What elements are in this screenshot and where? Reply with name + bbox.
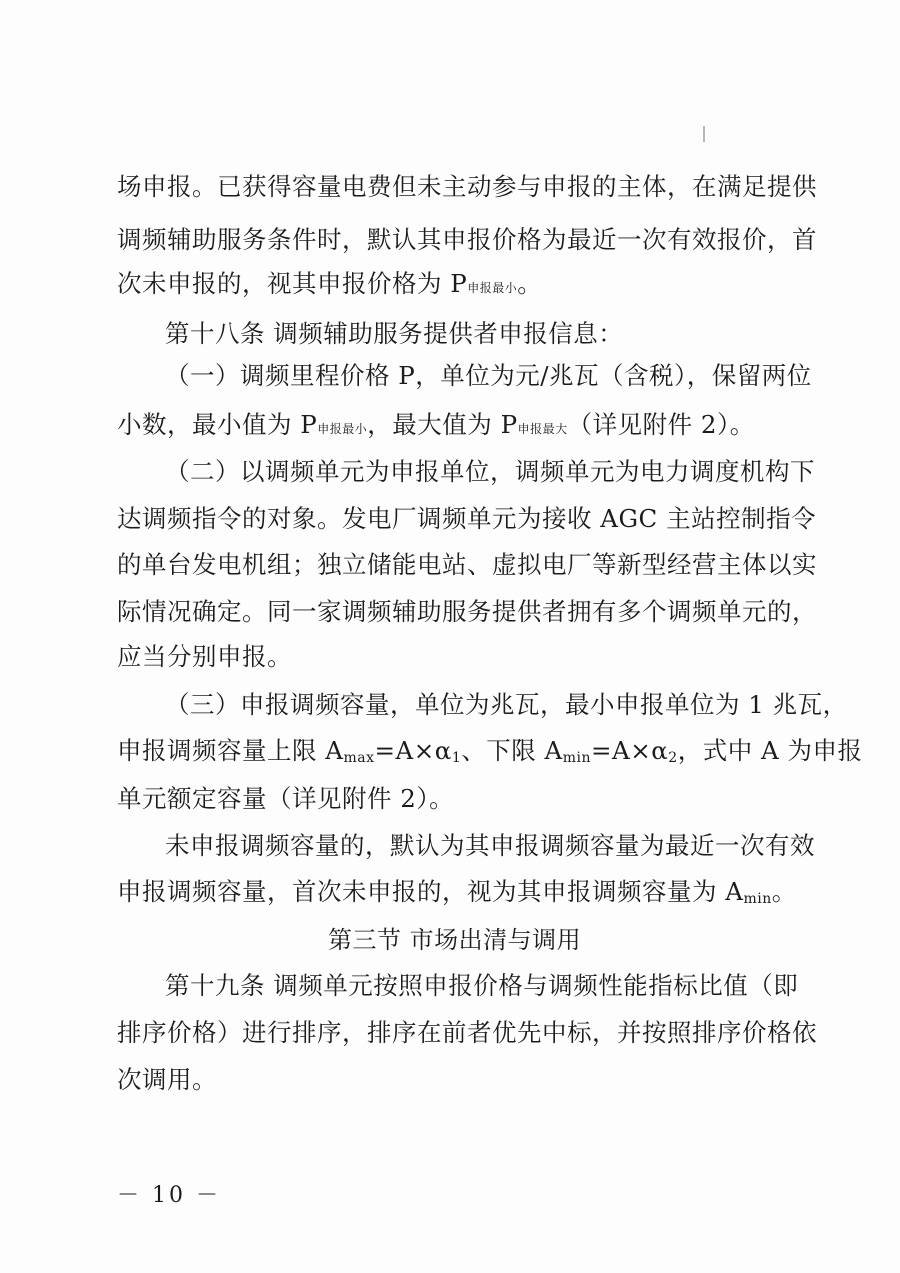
text-line: 次未申报的，视其申报价格为 P申报最小。	[117, 269, 543, 298]
text-line: 的单台发电机组；独立储能电站、虚拟电厂等新型经营主体以实	[117, 550, 817, 579]
section-heading: 第三节 市场出清与调用	[328, 926, 582, 954]
text-line: 申报调频容量上限 Amax=A×α1、下限 Amin=A×α2，式中 A 为申报	[117, 736, 863, 766]
text-line: 应当分别申报。	[117, 642, 292, 671]
page-number: － 10 －	[117, 1183, 221, 1208]
text-line: 单元额定容量（详见附件 2）。	[117, 784, 455, 813]
text-line: 申报调频容量，首次未申报的，视为其申报调频容量为 Amin。	[117, 877, 797, 907]
text-line: （二）以调频单元为申报单位，调频单元为电力调度机构下	[165, 457, 815, 486]
text-line: 场申报。已获得容量电费但未主动参与申报的主体，在满足提供	[117, 172, 817, 201]
article-heading: 第十八条 调频辅助服务提供者申报信息：	[165, 319, 624, 348]
text-line: 达调频指令的对象。发电厂调频单元为接收 AGC 主站控制指令	[117, 504, 817, 533]
scan-mark	[703, 126, 705, 142]
text-line: 际情况确定。同一家调频辅助服务提供者拥有多个调频单元的，	[117, 597, 817, 626]
text-line: 小数，最小值为 P申报最小，最大值为 P申报最大（详见附件 2）。	[117, 410, 755, 439]
text-line: （三）申报调频容量，单位为兆瓦，最小申报单位为 1 兆瓦，	[165, 690, 848, 719]
article-heading: 第十九条 调频单元按照申报价格与调频性能指标比值（即	[165, 971, 799, 1000]
text-line: 未申报调频容量的，默认为其申报调频容量为最近一次有效	[165, 831, 815, 860]
text-line: 次调用。	[117, 1065, 217, 1094]
text-line: 排序价格）进行排序，排序在前者优先中标，并按照排序价格依	[117, 1018, 817, 1047]
text-line: （一）调频里程价格 P，单位为元/兆瓦（含税），保留两位	[165, 361, 812, 390]
text-line: 调频辅助服务条件时，默认其申报价格为最近一次有效报价，首	[117, 225, 817, 254]
